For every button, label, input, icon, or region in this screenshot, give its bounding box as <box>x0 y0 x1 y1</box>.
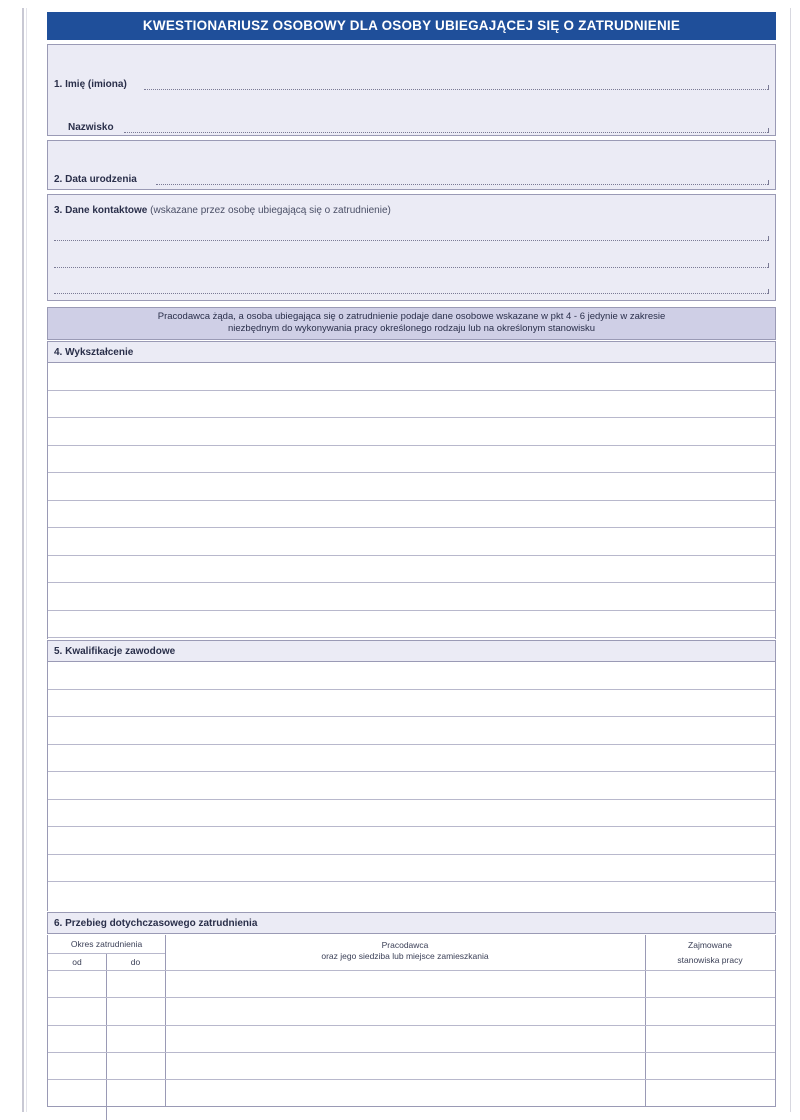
field-end-tick <box>768 180 769 185</box>
qualifications-line[interactable] <box>48 690 775 718</box>
contact-field-line-2[interactable] <box>54 267 768 268</box>
employer-header-line-1: Pracodawca <box>381 940 429 950</box>
field-end-tick <box>768 128 769 133</box>
qualifications-line[interactable] <box>48 662 775 690</box>
employer-notice-line-1: Pracodawca żąda, a osoba ubiegająca się o zatrudnienie podaje dane osobowe wskazane w pkt 4 - 6 jedynie w zakresie <box>157 311 666 322</box>
surname-field[interactable] <box>124 132 768 133</box>
from-header: od <box>72 957 82 967</box>
surname-label: Nazwisko <box>68 122 114 133</box>
position-header-line-2: stanowiska pracy <box>677 955 743 965</box>
left-margin-line-inner <box>26 8 27 1112</box>
qualifications-line[interactable] <box>48 855 775 883</box>
qualifications-line[interactable] <box>48 745 775 773</box>
education-line[interactable] <box>48 446 775 474</box>
contact-label <box>54 205 391 216</box>
first-name-field[interactable] <box>144 89 768 90</box>
education-line[interactable] <box>48 473 775 501</box>
section-birthdate <box>47 140 776 190</box>
field-end-tick <box>768 263 769 268</box>
education-line[interactable] <box>48 528 775 556</box>
education-header: 4. Wykształcenie <box>47 341 776 363</box>
field-end-tick <box>768 289 769 294</box>
education-line[interactable] <box>48 363 775 391</box>
birthdate-field[interactable] <box>156 184 768 185</box>
side-print-text <box>0 880 22 1110</box>
form-title: KWESTIONARIUSZ OSOBOWY DLA OSOBY UBIEGAJĄCEJ SIĘ O ZATRUDNIENIE <box>47 12 776 40</box>
contact-label-text: 3. Dane kontaktowe <box>54 205 148 216</box>
field-end-tick <box>768 236 769 241</box>
employer-header-line-2: oraz jego siedziba lub miejsce zamieszkania <box>321 951 489 961</box>
left-margin-line <box>22 8 24 1112</box>
birthdate-label: 2. Data urodzenia <box>54 174 137 185</box>
period-subheader-divider <box>48 953 165 954</box>
qualifications-line[interactable] <box>48 827 775 855</box>
qualifications-line[interactable] <box>48 717 775 745</box>
education-line[interactable] <box>48 418 775 446</box>
employer-header <box>165 940 645 962</box>
table-row[interactable] <box>48 1052 775 1053</box>
contact-note: (wskazane przez osobę ubiegającą się o zatrudnienie) <box>150 205 391 216</box>
position-header <box>645 940 775 966</box>
column-divider <box>106 953 107 1120</box>
to-header: do <box>130 957 141 967</box>
position-header-line-1: Zajmowane <box>688 940 732 950</box>
qualifications-line[interactable] <box>48 800 775 828</box>
employer-notice <box>47 307 776 340</box>
table-row[interactable] <box>48 970 775 971</box>
employer-notice-line-2: niezbędnym do wykonywania pracy określonego rodzaju lub na określonym stanowisku <box>227 323 595 334</box>
employment-history-table <box>47 935 776 1107</box>
first-name-label: 1. Imię (imiona) <box>54 79 127 90</box>
education-line[interactable] <box>48 611 775 639</box>
contact-field-line-3[interactable] <box>54 293 768 294</box>
table-row[interactable] <box>48 997 775 998</box>
education-line[interactable] <box>48 556 775 584</box>
field-end-tick <box>768 85 769 90</box>
section-name <box>47 44 776 136</box>
section-contact <box>47 194 776 301</box>
table-row[interactable] <box>48 1025 775 1026</box>
period-header: Okres zatrudnienia <box>70 939 143 949</box>
education-line[interactable] <box>48 391 775 419</box>
employment-history-header: 6. Przebieg dotychczasowego zatrudnienia <box>47 912 776 934</box>
education-line[interactable] <box>48 501 775 529</box>
qualifications-line[interactable] <box>48 882 775 910</box>
contact-field-line-1[interactable] <box>54 240 768 241</box>
qualifications-lines[interactable] <box>47 662 776 911</box>
right-margin-line <box>790 8 791 1112</box>
table-row[interactable] <box>48 1079 775 1080</box>
education-lines[interactable] <box>47 363 776 639</box>
qualifications-line[interactable] <box>48 772 775 800</box>
qualifications-header: 5. Kwalifikacje zawodowe <box>47 640 776 662</box>
education-line[interactable] <box>48 583 775 611</box>
